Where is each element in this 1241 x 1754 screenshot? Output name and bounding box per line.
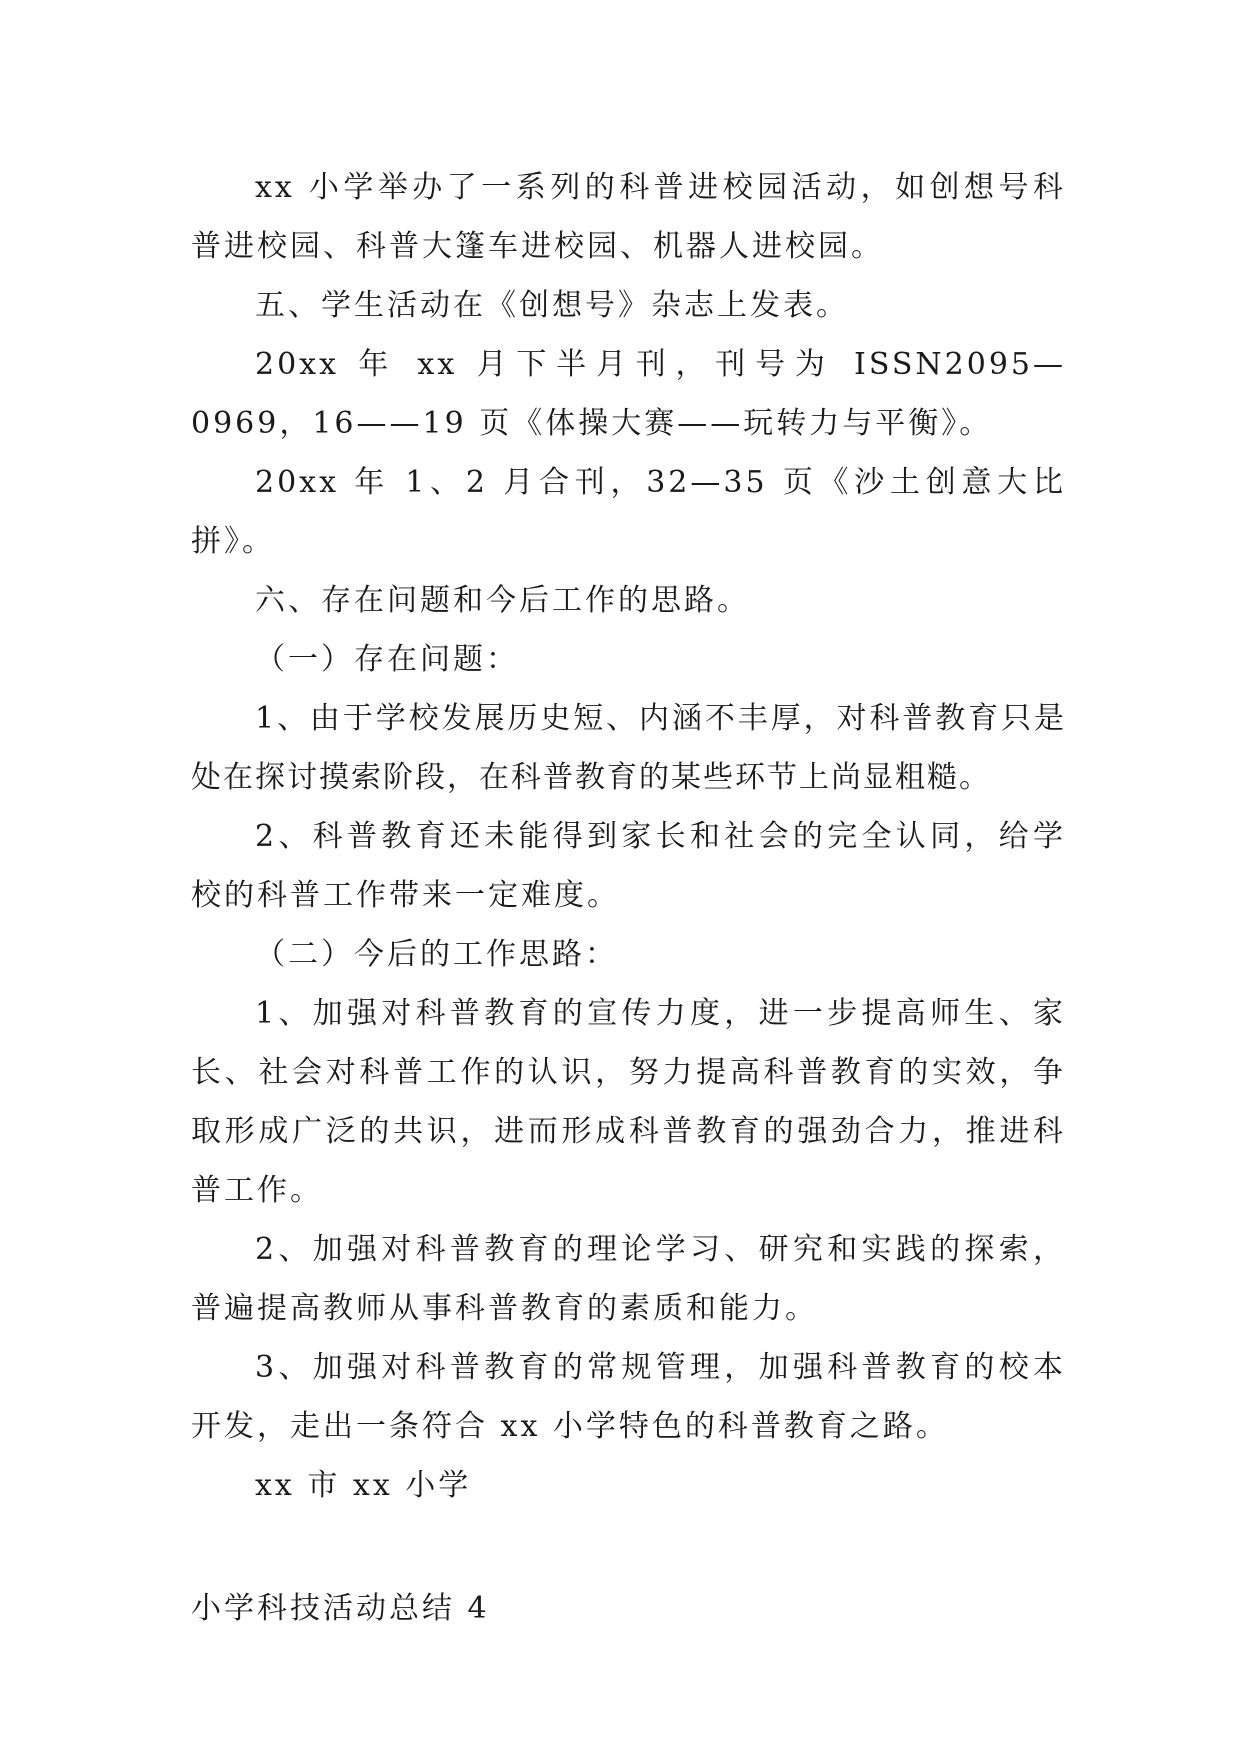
paragraph-section-six: 六、存在问题和今后工作的思路。 <box>255 583 750 618</box>
paragraph-activities: xx 小学举办了一系列的科普进校园活动，如创想号科普进校园、科普大篷车进校园、机器人进校园。 <box>191 170 1066 264</box>
signature: xx 市 xx 小学 <box>255 1468 472 1503</box>
paragraph-issue-info: 20xx 年 xx 月下半月刊，刊号为 ISSN2095—0969，16——19 页《体操大赛——玩转力与平衡》。 <box>191 347 1066 441</box>
section-spacer <box>191 1515 1066 1579</box>
paragraph-problems-heading: （一）存在问题： <box>255 642 519 677</box>
paragraph-combined-issue: 20xx 年 1、2 月合刊，32—35 页《沙土创意大比拼》。 <box>191 465 1066 559</box>
paragraph-plans-heading: （二）今后的工作思路： <box>255 937 618 972</box>
paragraph-plan-1: 1、加强对科普教育的宣传力度，进一步提高师生、家长、社会对科普工作的认识，努力提高科普教育的实效，争取形成广泛的共识，进而形成科普教育的强劲合力，推进科普工作。 <box>191 996 1066 1208</box>
paragraph-section-five: 五、学生活动在《创想号》杂志上发表。 <box>255 288 849 323</box>
paragraph-plan-3: 3、加强对科普教育的常规管理，加强科普教育的校本开发，走出一条符合 xx 小学特色的科普教育之路。 <box>191 1350 1066 1444</box>
paragraph-problem-2: 2、科普教育还未能得到家长和社会的完全认同，给学校的科普工作带来一定难度。 <box>191 819 1066 913</box>
document-body <box>191 158 1066 1638</box>
paragraph-problem-1: 1、由于学校发展历史短、内涵不丰厚，对科普教育只是处在探讨摸索阶段，在科普教育的某些环节上尚显粗糙。 <box>191 701 1066 795</box>
next-section-heading: 小学科技活动总结 4 <box>191 1591 490 1626</box>
paragraph-plan-2: 2、加强对科普教育的理论学习、研究和实践的探索，普遍提高教师从事科普教育的素质和能力。 <box>191 1232 1066 1326</box>
